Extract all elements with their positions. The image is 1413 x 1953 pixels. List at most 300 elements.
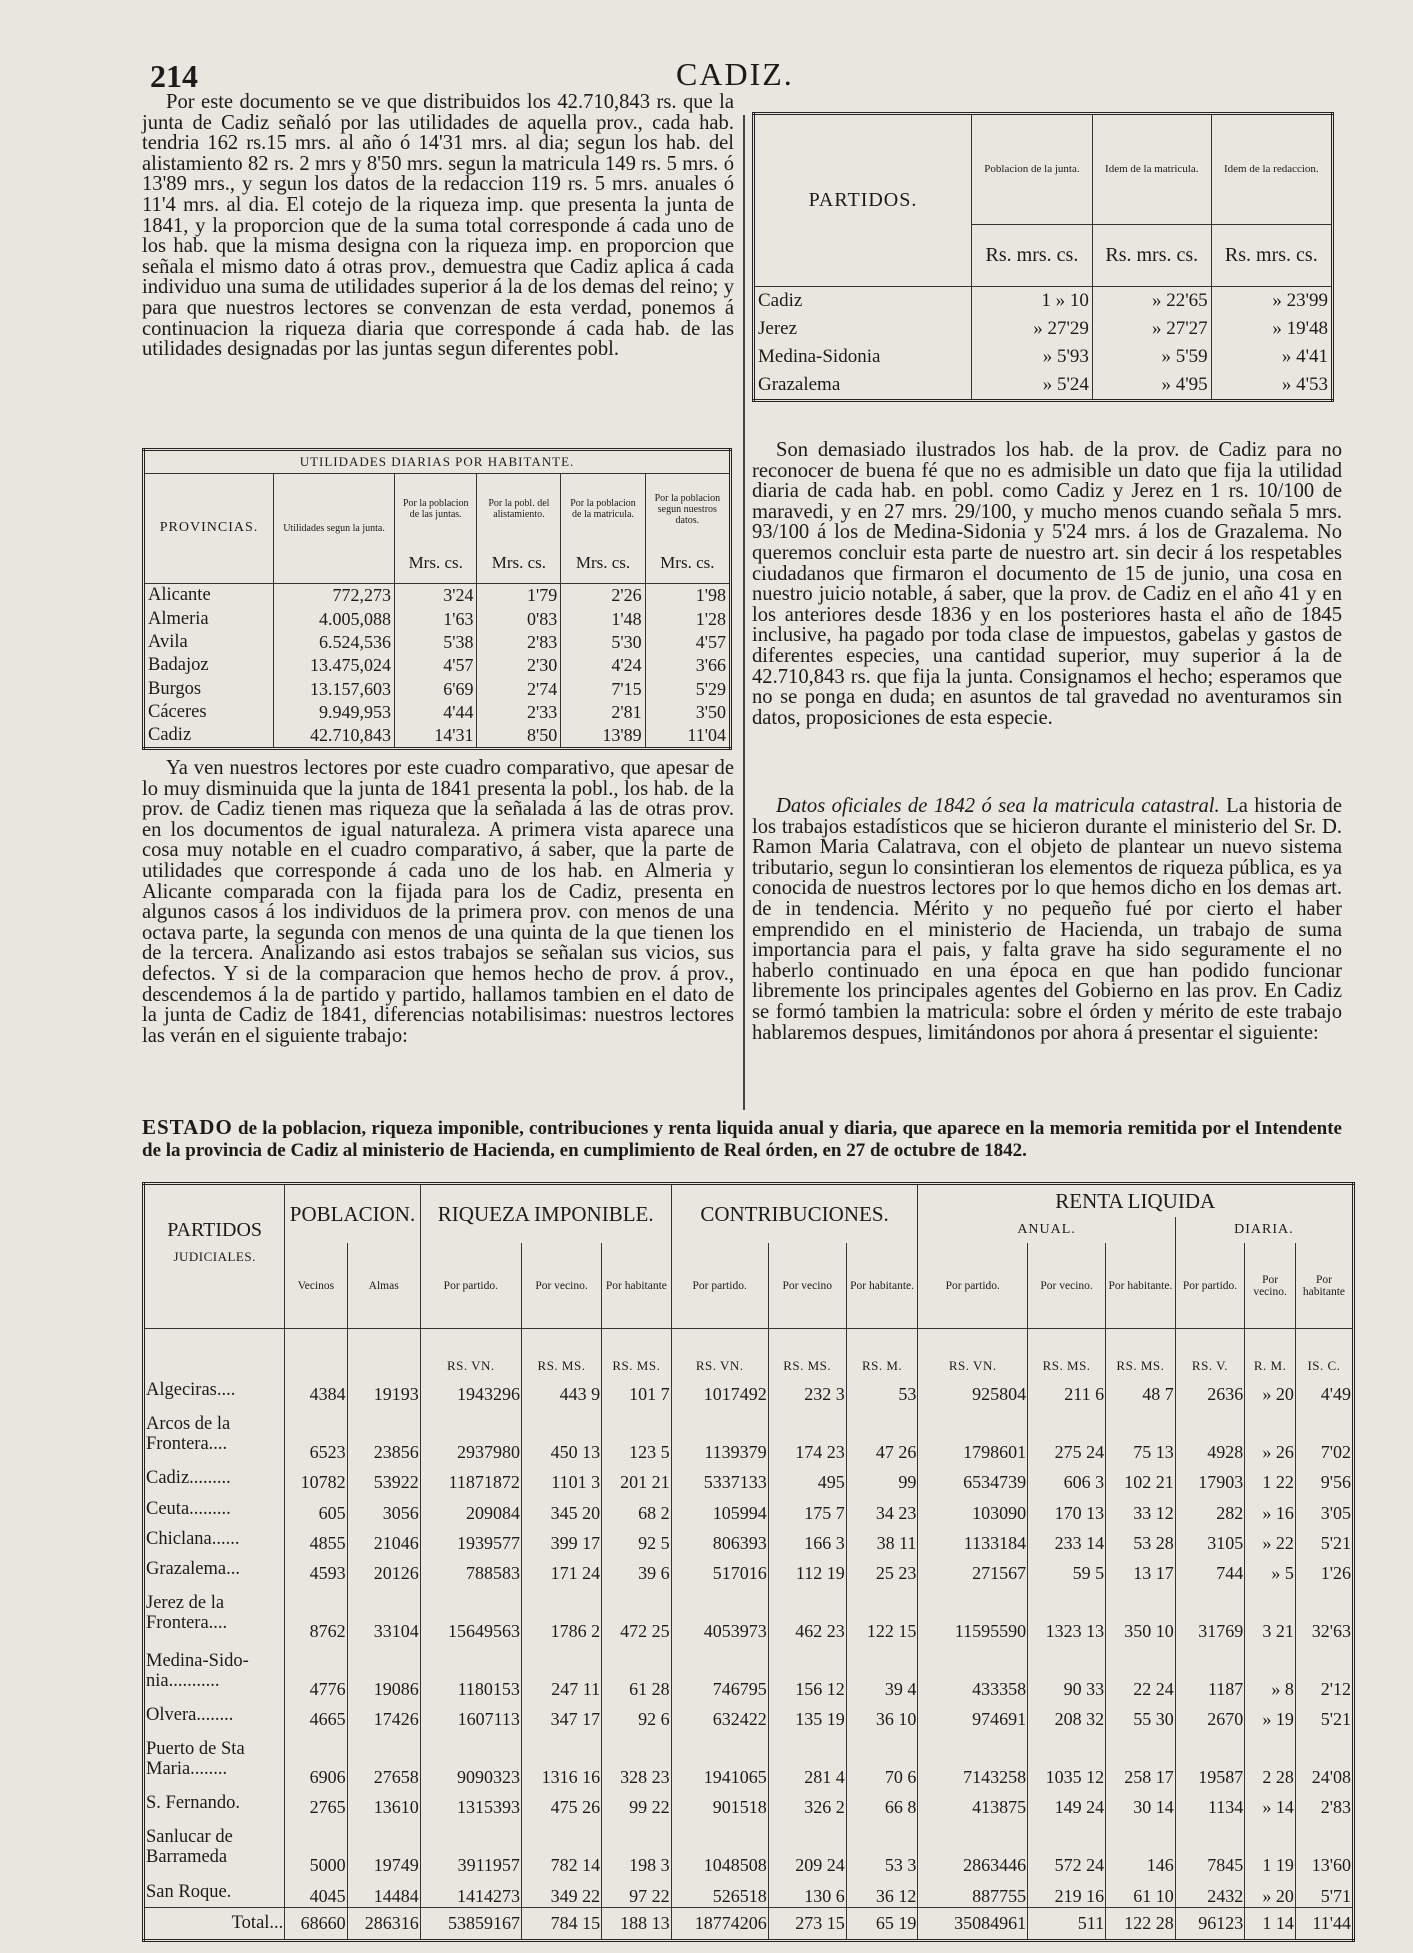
cell-value: 1'79 <box>477 583 561 607</box>
partido-name: Medina-Sidonia <box>758 345 881 367</box>
big-subhead: Vecinos <box>285 1243 347 1329</box>
cell-value: 198 3 <box>602 1818 672 1876</box>
cell-value: 258 17 <box>1106 1730 1176 1788</box>
cell-value: 2'74 <box>477 677 561 700</box>
cell-value: 11'04 <box>645 723 730 748</box>
cell-value: 146 <box>1106 1818 1176 1876</box>
province-name: Almeria <box>148 608 209 629</box>
cell-value: 782 14 <box>521 1818 601 1876</box>
util-unit: Mrs. cs. <box>477 544 561 583</box>
partido-judicial-name <box>144 1876 285 1907</box>
util-head-matricula: Por la poblacion de la matricula. <box>561 474 645 545</box>
cell-value: 6906 <box>285 1730 347 1788</box>
cell-value: 1'98 <box>645 583 730 607</box>
name-line: Maria........ <box>146 1759 228 1780</box>
utilidades-caption: UTILIDADES DIARIAS POR HABITANTE. <box>144 450 731 474</box>
cell-value: 209 24 <box>768 1818 846 1876</box>
name-line: Grazalema... <box>146 1559 240 1580</box>
table-row <box>144 723 731 748</box>
util-head-pobl-juntas: Por la poblacion de las juntas. <box>394 474 477 545</box>
cell-value: 1'48 <box>561 607 645 630</box>
cell-value: 4.005,088 <box>274 607 395 630</box>
cell-redaccion: » 4'41 <box>1211 343 1332 371</box>
cell-value: 2636 <box>1175 1375 1245 1405</box>
cell-value: 3105 <box>1175 1524 1245 1554</box>
table-row <box>144 1788 1354 1818</box>
cell-value: 3'05 <box>1295 1493 1353 1523</box>
cell-value: 3056 <box>347 1493 420 1523</box>
table-row <box>144 583 731 607</box>
cell-value: 166 3 <box>768 1524 846 1554</box>
cell-value: 19086 <box>347 1642 420 1700</box>
cell-matricula: » 27'27 <box>1092 315 1211 343</box>
cell-value: 6.524,536 <box>274 630 395 653</box>
cell-value: 22 24 <box>1106 1642 1176 1700</box>
cell-value: 171 24 <box>521 1554 601 1584</box>
big-subhead: Por partido. <box>671 1243 768 1329</box>
cell-value: 14'31 <box>394 723 477 748</box>
cell-value: 1101 3 <box>521 1463 601 1493</box>
name-line: Ceuta......... <box>146 1498 231 1519</box>
cell-value: 6523 <box>285 1405 347 1463</box>
big-unit: RS. VN. <box>671 1329 768 1376</box>
left-paragraph-1 <box>142 92 734 360</box>
cell-value: 21046 <box>347 1524 420 1554</box>
total-value: 68660 <box>285 1907 347 1940</box>
table-row <box>144 654 731 677</box>
cell-value: 1323 13 <box>1028 1584 1106 1642</box>
cell-value: 3'66 <box>645 654 730 677</box>
paragraph-text: Ya ven nuestros lectores por este cuadro comparativo, que apesar de lo muy disminuida que la junta de 1841 presenta la pobl., los hab. de la prov. de Cadiz tienen mas riqueza que la señalada á las de otras prov. en los documentos de igual naturaleza. A primera vista aparece una cosa muy notable en el cuadro comparativo, á saber, que la parte de utilidades que corresponde á cada uno de los hab. en Almeria y Alicante comparada con la fijada para los de Cadiz, presenta en algunos casos á los individuos de la primera prov. con menos de una octava parte, la segunda con menos de una quinta de la que tienen los de la tercera. Analizando asi estos trabajos se señalan sus vicios, sus defectos. Y si de la comparacion que hemos hecho de prov. á prov., descendemos á la de partido y partido, hallamos tambien en el dato de la junta de Cadiz de 1841, diferencias notabilisimas: nuestros lectores las verán en el siguiente trabajo: <box>142 757 734 1047</box>
right-paragraph-1 <box>752 440 1342 728</box>
cell-junta: » 5'93 <box>972 343 1093 371</box>
partido-judicial-name <box>144 1493 285 1523</box>
cell-value: 2670 <box>1175 1700 1245 1730</box>
cell-redaccion: » 23'99 <box>1211 287 1332 315</box>
cell-value: 5'21 <box>1295 1524 1353 1554</box>
table-row <box>144 1554 1354 1584</box>
big-subhead: Por vecino <box>768 1243 846 1329</box>
cell-value: 102 21 <box>1106 1463 1176 1493</box>
cell-value: 1017492 <box>671 1375 768 1405</box>
cell-value: 5'71 <box>1295 1876 1353 1907</box>
table-row <box>144 1700 1354 1730</box>
cell-value: 4'57 <box>645 630 730 653</box>
cell-value: » 22 <box>1245 1524 1296 1554</box>
big-subhead: Por vecino. <box>521 1243 601 1329</box>
cell-value: 887755 <box>918 1876 1028 1907</box>
total-value: 273 15 <box>768 1907 846 1940</box>
cell-value: 4593 <box>285 1554 347 1584</box>
cell-value: 36 10 <box>846 1700 918 1730</box>
big-unit: RS. MS. <box>1106 1329 1176 1376</box>
cell-value: 47 26 <box>846 1405 918 1463</box>
cell-value: 13 17 <box>1106 1554 1176 1584</box>
cell-value: 68 2 <box>602 1493 672 1523</box>
cell-value: 61 28 <box>602 1642 672 1700</box>
cell-value: 38 11 <box>846 1524 918 1554</box>
name-line: Frontera.... <box>146 1434 228 1455</box>
name-line: nia........... <box>146 1671 220 1692</box>
big-head-partidos: PARTIDOS <box>167 1219 263 1241</box>
cell-value: 326 2 <box>768 1788 846 1818</box>
cell-value: 19193 <box>347 1375 420 1405</box>
util-unit: Mrs. cs. <box>561 544 645 583</box>
big-subhead: Almas <box>347 1243 420 1329</box>
total-value: 286316 <box>347 1907 420 1940</box>
cell-value: 11871872 <box>420 1463 521 1493</box>
total-value: 511 <box>1028 1907 1106 1940</box>
cell-value: 19749 <box>347 1818 420 1876</box>
cell-value: 15649563 <box>420 1584 521 1642</box>
total-label: Total... <box>144 1907 285 1940</box>
table-row <box>144 1730 1354 1788</box>
cell-value: 8'50 <box>477 723 561 748</box>
partidos-head-matricula: Idem de la matricula. <box>1092 114 1211 225</box>
cell-value: 53 3 <box>846 1818 918 1876</box>
big-unit: RS. MS. <box>602 1329 672 1376</box>
cell-value: 1'28 <box>645 607 730 630</box>
cell-value: » 14 <box>1245 1788 1296 1818</box>
big-unit: RS. V. <box>1175 1329 1245 1376</box>
province-name: Alicante <box>148 585 211 606</box>
total-value: 122 28 <box>1106 1907 1176 1940</box>
total-value: 96123 <box>1175 1907 1245 1940</box>
cell-value: 1607113 <box>420 1700 521 1730</box>
big-subhead: Por habitante. <box>846 1243 918 1329</box>
cell-value: 974691 <box>918 1700 1028 1730</box>
table-row <box>144 1818 1354 1876</box>
cell-value: 32'63 <box>1295 1584 1353 1642</box>
province-name: Burgos <box>148 678 202 699</box>
total-value: 1 14 <box>1245 1907 1296 1940</box>
estado-lead: ESTADO <box>142 1115 233 1139</box>
cell-value: 170 13 <box>1028 1493 1106 1523</box>
partidos-unit: Rs. mrs. cs. <box>972 224 1093 286</box>
partido-judicial-name <box>144 1375 285 1405</box>
cell-value: 2'30 <box>477 654 561 677</box>
cell-value: 4'24 <box>561 654 645 677</box>
cell-value: 2863446 <box>918 1818 1028 1876</box>
big-head-renta: RENTA LIQUIDA <box>918 1184 1354 1218</box>
cell-value: 2'83 <box>1295 1788 1353 1818</box>
cell-value: 5337133 <box>671 1463 768 1493</box>
cell-value: 233 14 <box>1028 1524 1106 1554</box>
cell-value: 5'29 <box>645 677 730 700</box>
province-name: Cadiz <box>148 725 192 746</box>
cell-value: 39 6 <box>602 1554 672 1584</box>
cell-value: 25 23 <box>846 1554 918 1584</box>
cell-value: 2'12 <box>1295 1642 1353 1700</box>
big-head-anual: ANUAL. <box>918 1217 1175 1243</box>
right-paragraph-2 <box>752 796 1342 1043</box>
cell-value: 9'56 <box>1295 1463 1353 1493</box>
cell-value: 7143258 <box>918 1730 1028 1788</box>
cell-value: 20126 <box>347 1554 420 1584</box>
cell-value: 33104 <box>347 1584 420 1642</box>
partidos-head-redaccion: Idem de la redaccion. <box>1211 114 1332 225</box>
cell-value: 606 3 <box>1028 1463 1106 1493</box>
cell-value: 4045 <box>285 1876 347 1907</box>
cell-value: 1180153 <box>420 1642 521 1700</box>
cell-value: 1786 2 <box>521 1584 601 1642</box>
util-unit: Mrs. cs. <box>645 544 730 583</box>
cell-value: 219 16 <box>1028 1876 1106 1907</box>
big-unit-spacer <box>144 1329 285 1376</box>
cell-value: 1943296 <box>420 1375 521 1405</box>
cell-value: » 19 <box>1245 1700 1296 1730</box>
cell-value: 281 4 <box>768 1730 846 1788</box>
cell-value: 1941065 <box>671 1730 768 1788</box>
cell-value: 2'33 <box>477 700 561 723</box>
table-row <box>144 630 731 653</box>
cell-value: 61 10 <box>1106 1876 1176 1907</box>
cell-value: 130 6 <box>768 1876 846 1907</box>
name-line: Medina-Sido- <box>146 1651 249 1672</box>
cell-value: 201 21 <box>602 1463 672 1493</box>
cell-value: 4053973 <box>671 1584 768 1642</box>
name-line: Cadiz......... <box>146 1468 231 1489</box>
cell-value: 53922 <box>347 1463 420 1493</box>
cell-value: 472 25 <box>602 1584 672 1642</box>
big-head-contribuciones: CONTRIBUCIONES. <box>671 1184 918 1244</box>
cell-value: 806393 <box>671 1524 768 1554</box>
cell-value: 208 32 <box>1028 1700 1106 1730</box>
cell-value: 13'60 <box>1295 1818 1353 1876</box>
cell-value: 27658 <box>347 1730 420 1788</box>
big-unit: RS. MS. <box>768 1329 846 1376</box>
cell-value: 2937980 <box>420 1405 521 1463</box>
cell-value: 7'02 <box>1295 1405 1353 1463</box>
total-value: 188 13 <box>602 1907 672 1940</box>
big-subhead: Por vecino. <box>1028 1243 1106 1329</box>
cell-value: 55 30 <box>1106 1700 1176 1730</box>
cell-value: 23856 <box>347 1405 420 1463</box>
cell-value: 1134 <box>1175 1788 1245 1818</box>
table-row <box>144 677 731 700</box>
partido-judicial-name <box>144 1405 285 1463</box>
name-line: Jerez de la <box>146 1593 225 1614</box>
partido-judicial-name <box>144 1642 285 1700</box>
table-row <box>144 1463 1354 1493</box>
table-row <box>144 1584 1354 1642</box>
cell-value: 4855 <box>285 1524 347 1554</box>
cell-matricula: » 4'95 <box>1092 371 1211 401</box>
partido-judicial-name <box>144 1818 285 1876</box>
util-head-provincias: PROVINCIAS. <box>144 474 274 584</box>
cell-value: 2765 <box>285 1788 347 1818</box>
cell-value: 605 <box>285 1493 347 1523</box>
util-head-junta: Utilidades segun la junta. <box>274 474 395 584</box>
cell-value: 101 7 <box>602 1375 672 1405</box>
big-head-poblacion: POBLACION. <box>285 1184 420 1244</box>
partido-name: Cadiz <box>758 290 803 312</box>
cell-value: 17903 <box>1175 1463 1245 1493</box>
table-row <box>754 343 1333 371</box>
cell-value: 174 23 <box>768 1405 846 1463</box>
cell-value: 13.475,024 <box>274 654 395 677</box>
left-paragraph-2 <box>142 758 734 1046</box>
cell-value: 122 15 <box>846 1584 918 1642</box>
name-line: Sanlucar de <box>146 1827 233 1848</box>
cell-value: 99 <box>846 1463 918 1493</box>
table-row <box>754 287 1333 315</box>
cell-value: 3 21 <box>1245 1584 1296 1642</box>
cell-value: 1 22 <box>1245 1463 1296 1493</box>
cell-value: 123 5 <box>602 1405 672 1463</box>
big-unit: RS. MS. <box>1028 1329 1106 1376</box>
cell-junta: » 5'24 <box>972 371 1093 401</box>
cell-value: 97 22 <box>602 1876 672 1907</box>
name-line: Arcos de la <box>146 1414 231 1435</box>
big-subhead: Por habitante <box>1295 1243 1353 1329</box>
table-row <box>754 315 1333 343</box>
cell-value: 5'30 <box>561 630 645 653</box>
big-subhead: Por habitante. <box>1106 1243 1176 1329</box>
big-unit <box>347 1329 420 1376</box>
partido-judicial-name <box>144 1730 285 1788</box>
cell-value: 135 19 <box>768 1700 846 1730</box>
big-unit <box>285 1329 347 1376</box>
total-row <box>144 1907 1354 1940</box>
cell-value: 2 28 <box>1245 1730 1296 1788</box>
cell-value: 788583 <box>420 1554 521 1584</box>
cell-value: 6'69 <box>394 677 477 700</box>
cell-value: 572 24 <box>1028 1818 1106 1876</box>
cell-value: 34 23 <box>846 1493 918 1523</box>
cell-value: 1414273 <box>420 1876 521 1907</box>
big-subhead: Por partido. <box>1175 1243 1245 1329</box>
cell-value: 2'26 <box>561 583 645 607</box>
cell-value: 232 3 <box>768 1375 846 1405</box>
cell-value: 1139379 <box>671 1405 768 1463</box>
name-line: S. Fernando. <box>146 1793 241 1814</box>
total-value: 35084961 <box>918 1907 1028 1940</box>
big-unit: RS. M. <box>846 1329 918 1376</box>
cell-value: 175 7 <box>768 1493 846 1523</box>
cell-value: 10782 <box>285 1463 347 1493</box>
cell-value: 24'08 <box>1295 1730 1353 1788</box>
cell-value: 7'15 <box>561 677 645 700</box>
cell-value: 282 <box>1175 1493 1245 1523</box>
page-number: 214 <box>150 58 198 94</box>
big-unit: RS. VN. <box>918 1329 1028 1376</box>
big-head-diaria: DIARIA. <box>1175 1217 1353 1243</box>
cell-value: 103090 <box>918 1493 1028 1523</box>
cell-value: 2432 <box>1175 1876 1245 1907</box>
name-line: Algeciras.... <box>146 1380 236 1401</box>
cell-value: 42.710,843 <box>274 723 395 748</box>
total-value: 18774206 <box>671 1907 768 1940</box>
cell-value: 13'89 <box>561 723 645 748</box>
cell-value: 14484 <box>347 1876 420 1907</box>
cell-value: » 5 <box>1245 1554 1296 1584</box>
estado-table <box>142 1182 1355 1942</box>
big-head-judiciales: JUDICIALES. <box>173 1249 256 1264</box>
partidos-table <box>752 112 1334 402</box>
cell-value: 347 17 <box>521 1700 601 1730</box>
big-subhead: Por partido. <box>420 1243 521 1329</box>
cell-value: 4'44 <box>394 700 477 723</box>
util-unit: Mrs. cs. <box>394 544 477 583</box>
partido-judicial-name <box>144 1584 285 1642</box>
big-subhead: Por vecino. <box>1245 1243 1296 1329</box>
cell-value: 4665 <box>285 1700 347 1730</box>
table-row <box>144 700 731 723</box>
table-row <box>144 1642 1354 1700</box>
util-head-nuestros: Por la poblacion segun nuestros datos. <box>645 474 730 545</box>
big-subhead: Por partido. <box>918 1243 1028 1329</box>
cell-value: 4'49 <box>1295 1375 1353 1405</box>
cell-value: 3'50 <box>645 700 730 723</box>
cell-value: 5000 <box>285 1818 347 1876</box>
cell-value: 1048508 <box>671 1818 768 1876</box>
name-line: Frontera.... <box>146 1613 228 1634</box>
big-unit: RS. MS. <box>521 1329 601 1376</box>
name-line: Olvera........ <box>146 1705 234 1726</box>
cell-value: 475 26 <box>521 1788 601 1818</box>
cell-value: 517016 <box>671 1554 768 1584</box>
cell-value: 399 17 <box>521 1524 601 1554</box>
partido-judicial-name <box>144 1524 285 1554</box>
util-head-alistamiento: Por la pobl. del alistamiento. <box>477 474 561 545</box>
cell-value: 70 6 <box>846 1730 918 1788</box>
table-row <box>144 1876 1354 1907</box>
partido-name: Jerez <box>758 318 798 340</box>
paragraph-text: Por este documento se ve que distribuidos los 42.710,843 rs. que la junta de Cadiz señaló por las utilidades de aquella prov., cada hab. tendria 162 rs.15 mrs. al año ó 14'31 mrs. al dia; segun los hab. del alistamiento 82 rs. 2 mrs y 8'50 mrs. segun la matricula 149 rs. 5 mrs. ó 13'89 mrs., y segun los datos de la redaccion 119 rs. 5 mrs. anuales ó 11'4 mrs. al dia. El cotejo de la riqueza imp. que presenta la junta de 1841, y la proporcion que de la suma total corresponde á cada uno de los hab. que la misma designa con la riqueza imp. en proporcion que señala el mismo dato á otras prov., demuestra que Cadiz aplica á cada individuo una suma de utilidades superior á la de los demas del reino; y para que nuestros lectores se convenzan de esta verdad, ponemos á continuacion la riqueza diaria que corresponde á cada hab. de las utilidades designadas por las juntas segun diferentes pobl. <box>142 91 734 361</box>
cell-value: 53 28 <box>1106 1524 1176 1554</box>
cell-value: 209084 <box>420 1493 521 1523</box>
paragraph-text: La historia de los trabajos estadísticos que se hicieron durante el ministerio del Sr. D. Ramon Maria Calatrava, con el objeto de plantear un nuevo sistema tributario, segun lo consintieran los elementos de riqueza pública, es ya conocida de nuestros lectores por lo que hemos dicho en los demas art. de in tendencia. Mérito y no pequeño fué por cierto el haber emprendido en el ministerio de Hacienda, un trabajo de suma importancia para el pais, y falta grave ha sido seguramente el no haberlo continuado en una época en que han podido funcionar libremente los principales agentes del Gobierno en las prov. En Cadiz se formó tambien la matricula: sobre el órden y mérito de este trabajo hablaremos despues, limitándonos por ahora á presentar el siguiente: <box>752 795 1342 1044</box>
partido-judicial-name <box>144 1554 285 1584</box>
name-line: Puerto de Sta <box>146 1739 245 1760</box>
cell-value: 772,273 <box>274 583 395 607</box>
cell-value: 275 24 <box>1028 1405 1106 1463</box>
cell-value: 31769 <box>1175 1584 1245 1642</box>
cell-value: 413875 <box>918 1788 1028 1818</box>
paragraph-text: Son demasiado ilustrados los hab. de la prov. de Cadiz para no reconocer de buena fé que no es admisible un dato que fija la utilidad diaria de cada hab. en pobl. como Cadiz y Jerez en 1 rs. 10/100 de maravedi, y en 27 mrs. 29/100, y mucho menos cuando señala 5 mrs. 93/100 á los de Medina-Sidonia y 5'24 mrs. á los de Grazalema. No queremos concluir esta parte de nuestro art. sin decir á los respetables ciudadanos que firmaron el documento de 15 de junio, una cosa en nuestro juicio notable, á saber, que la prov. de Cadiz en el año 41 y en los anteriores desde 1836 y en los posteriores hasta el año de 1845 inclusive, ha pagado por toda clase de impuestos, gabelas y gastos de diferentes especies, una cantidad superior, muy superior á la de 42.710,843 rs. que fija la junta. Consignamos el hecho; esperamos que no se ponga en duda; en asuntos de tal gravedad no aventuramos sin datos, proposiciones de esta especie. <box>752 439 1342 729</box>
cell-value: 450 13 <box>521 1405 601 1463</box>
cell-value: 443 9 <box>521 1375 601 1405</box>
partido-judicial-name <box>144 1700 285 1730</box>
cell-value: 17426 <box>347 1700 420 1730</box>
cell-value: 345 20 <box>521 1493 601 1523</box>
province-name: Badajoz <box>148 655 209 676</box>
cell-value: 105994 <box>671 1493 768 1523</box>
cell-value: 156 12 <box>768 1642 846 1700</box>
cell-redaccion: » 19'48 <box>1211 315 1332 343</box>
total-value: 65 19 <box>846 1907 918 1940</box>
partido-judicial-name <box>144 1788 285 1818</box>
cell-value: 433358 <box>918 1642 1028 1700</box>
partidos-unit: Rs. mrs. cs. <box>1211 224 1332 286</box>
cell-value: 66 8 <box>846 1788 918 1818</box>
cell-value: 11595590 <box>918 1584 1028 1642</box>
cell-value: 2'81 <box>561 700 645 723</box>
cell-value: 4384 <box>285 1375 347 1405</box>
cell-value: 5'21 <box>1295 1700 1353 1730</box>
cell-value: 349 22 <box>521 1876 601 1907</box>
table-row <box>144 1493 1354 1523</box>
cell-value: 30 14 <box>1106 1788 1176 1818</box>
table-row <box>144 1375 1354 1405</box>
cell-matricula: » 5'59 <box>1092 343 1211 371</box>
partido-judicial-name <box>144 1463 285 1493</box>
cell-value: 5'38 <box>394 630 477 653</box>
big-unit: IS. C. <box>1295 1329 1353 1376</box>
cell-value: 1'63 <box>394 607 477 630</box>
cell-value: 13610 <box>347 1788 420 1818</box>
